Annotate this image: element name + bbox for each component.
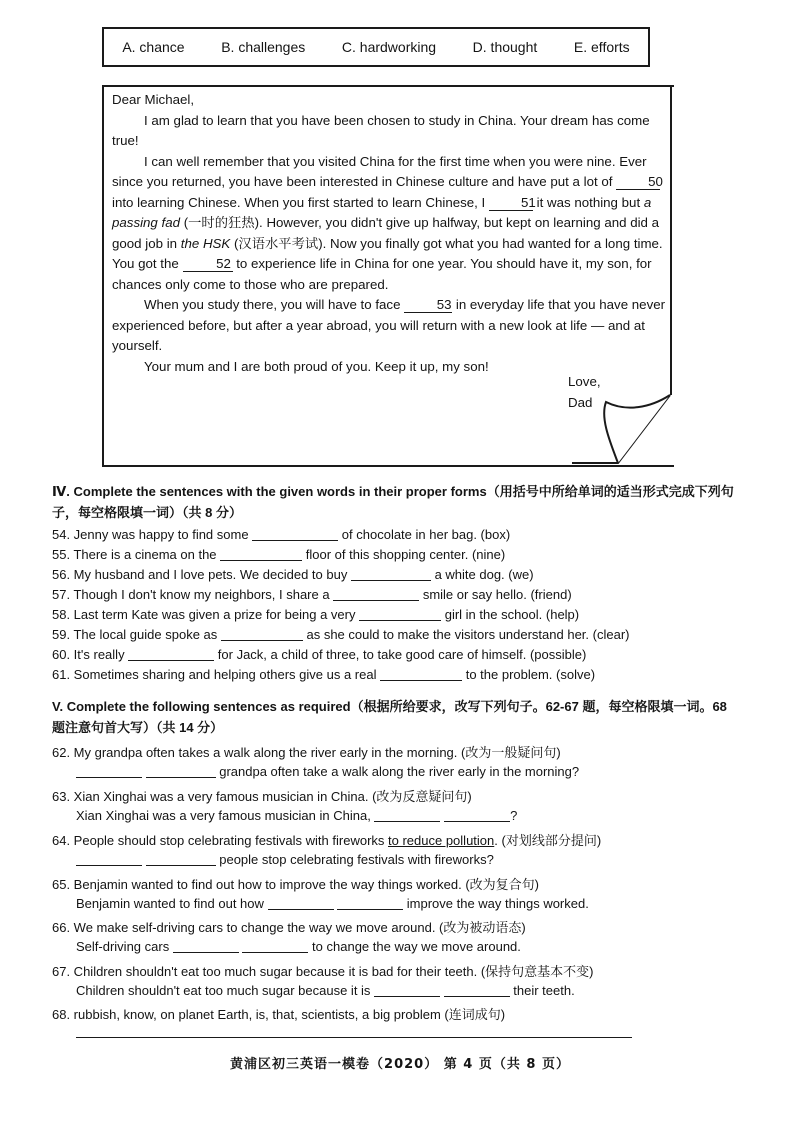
question-54: 54. Jenny was happy to find some of chocolate in her bag. (box) bbox=[52, 527, 511, 542]
page-footer: 黄浦区初三英语一模卷（2020） 第 4 页（共 8 页） bbox=[230, 1057, 570, 1072]
word-bank bbox=[102, 27, 650, 67]
section-4-heading: Ⅳ. Complete the sentences with the given words in their proper forms（用括号中所给单词的适当形式完成下列句子，每空格限填一词）（共 8 分） bbox=[52, 484, 734, 520]
question-57: 57. Though I don't know my neighbors, I share a smile or say hello. (friend) bbox=[52, 587, 572, 602]
answer-blank[interactable] bbox=[444, 808, 510, 822]
question-62: 62. My grandpa often takes a walk along the river early in the morning. (改为一般疑问句) bbox=[52, 745, 561, 760]
letter-greeting: Dear Michael, bbox=[112, 92, 195, 107]
answer-blank[interactable] bbox=[444, 983, 510, 997]
question-59: 59. The local guide spoke as as she could to make the visitors understand her. (clear) bbox=[52, 627, 630, 642]
answer-blank[interactable] bbox=[374, 983, 440, 997]
answer-blank[interactable] bbox=[76, 852, 142, 866]
answer-blank[interactable] bbox=[337, 896, 403, 910]
answer-blank[interactable] bbox=[128, 647, 214, 661]
answer-66: Self-driving cars to change the way we move around. bbox=[76, 939, 521, 954]
letter-body bbox=[112, 90, 668, 377]
page-curl-icon bbox=[570, 390, 674, 466]
letter-closing: Love, bbox=[568, 374, 601, 389]
answer-63: Xian Xinghai was a very famous musician in China, ? bbox=[76, 808, 518, 823]
question-65: 65. Benjamin wanted to find out how to improve the way things worked. (改为复合句) bbox=[52, 877, 539, 892]
answer-68-line[interactable] bbox=[76, 1037, 632, 1038]
word-option: C. hardworking bbox=[341, 39, 437, 55]
question-61: 61. Sometimes sharing and helping others give us a real to the problem. (solve) bbox=[52, 667, 596, 682]
answer-65: Benjamin wanted to find out how improve the way things worked. bbox=[76, 896, 589, 911]
answer-blank[interactable] bbox=[359, 607, 441, 621]
letter-paragraph-2: I can well remember that you visited China for the first time when you were nine. Ever since you returned, you have been interested in Chinese culture and have put a lot of 50 into learning Chinese. When you first started to learn Chinese, I 51 it was nothing but a passing fad (一时的狂热). However, you didn't give up halfway, but kept on learning and did a good job in the HSK (汉语水平考试). Now you finally got what you had wanted for a long time. You got the 52 to experience life in China for one year. You should have it, my son, for chances only come to those who are prepared. bbox=[112, 153, 663, 292]
answer-blank[interactable] bbox=[268, 896, 334, 910]
letter-paragraph-3: When you study there, you will have to face 53 in everyday life that you have never experienced before, but after a year abroad, you will return with a new look at life — and at yourself. bbox=[112, 297, 666, 353]
word-option: D. thought bbox=[472, 39, 538, 55]
answer-blank[interactable] bbox=[252, 527, 338, 541]
question-60: 60. It's really for Jack, a child of three, to take good care of himself. (possible) bbox=[52, 647, 587, 662]
answer-blank[interactable] bbox=[374, 808, 440, 822]
answer-blank[interactable] bbox=[146, 764, 216, 778]
answer-blank[interactable] bbox=[221, 627, 303, 641]
answer-blank[interactable] bbox=[333, 587, 419, 601]
word-option: B. challenges bbox=[221, 39, 306, 55]
answer-64: people stop celebrating festivals with fireworks? bbox=[76, 852, 494, 867]
question-66: 66. We make self-driving cars to change the way we move around. (改为被动语态) bbox=[52, 920, 526, 935]
answer-blank[interactable] bbox=[76, 764, 142, 778]
answer-67: Children shouldn't eat too much sugar because it is their teeth. bbox=[76, 983, 575, 998]
answer-blank[interactable] bbox=[173, 939, 239, 953]
letter-paragraph-1: I am glad to learn that you have been chosen to study in China. Your dream has come true! bbox=[112, 112, 650, 148]
question-64: 64. People should stop celebrating festivals with fireworks to reduce pollution. (对划线部分提问) bbox=[52, 833, 602, 848]
letter-right-border bbox=[670, 85, 672, 395]
blank-52: 52 bbox=[183, 257, 233, 272]
blank-51: 51 bbox=[489, 196, 533, 211]
question-63: 63. Xian Xinghai was a very famous musician in China. (改为反意疑问句) bbox=[52, 789, 472, 804]
word-option: A. chance bbox=[122, 39, 185, 55]
answer-blank[interactable] bbox=[146, 852, 216, 866]
question-58: 58. Last term Kate was given a prize for being a very girl in the school. (help) bbox=[52, 607, 580, 622]
blank-50: 50 bbox=[616, 175, 660, 190]
question-56: 56. My husband and I love pets. We decided to buy a white dog. (we) bbox=[52, 567, 534, 582]
question-67: 67. Children shouldn't eat too much sugar because it is bad for their teeth. (保持句意基本不变) bbox=[52, 964, 594, 979]
blank-53: 53 bbox=[404, 298, 452, 313]
answer-blank[interactable] bbox=[242, 939, 308, 953]
answer-blank[interactable] bbox=[220, 547, 302, 561]
answer-blank[interactable] bbox=[351, 567, 431, 581]
question-68: 68. rubbish, know, on planet Earth, is, that, scientists, a big problem (连词成句) bbox=[52, 1007, 506, 1022]
answer-62: grandpa often take a walk along the river early in the morning? bbox=[76, 764, 579, 779]
section-5-heading: V. Complete the following sentences as required（根据所给要求，改写下列句子。62-67 题，每空格限填一词。68 题注意句首大写）（共 14 分） bbox=[52, 699, 727, 735]
underlined-phrase: to reduce pollution bbox=[388, 833, 495, 848]
word-option: E. efforts bbox=[573, 39, 630, 55]
answer-blank[interactable] bbox=[380, 667, 462, 681]
question-55: 55. There is a cinema on the floor of this shopping center. (nine) bbox=[52, 547, 506, 562]
letter-paragraph-4: Your mum and I are both proud of you. Keep it up, my son! bbox=[144, 358, 489, 374]
letter-signature: Dad bbox=[568, 395, 593, 410]
